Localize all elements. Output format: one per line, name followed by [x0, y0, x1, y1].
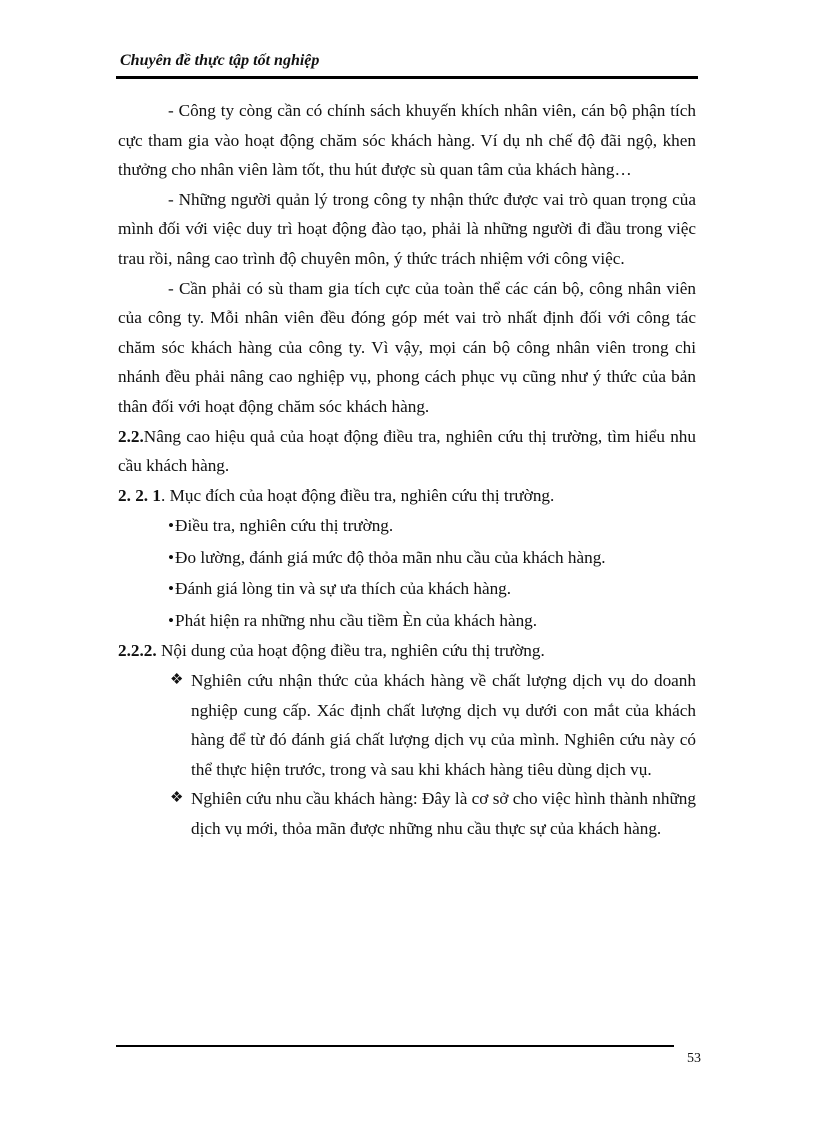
paragraph-managers-role: [118, 185, 696, 274]
header-divider: [116, 76, 698, 79]
dash-marker: -: [168, 189, 174, 209]
section-heading-2-2-2: [118, 636, 696, 666]
section-title: . Mục đích của hoạt động điều tra, nghiên cứu thị trường.: [160, 485, 555, 505]
section-number: 2.2.: [118, 426, 144, 446]
list-item-text: Điều tra, nghiên cứu thị trường.: [175, 516, 394, 536]
section-heading-2-2-1: [118, 481, 696, 511]
section-heading-2-2: [118, 422, 696, 481]
dash-marker: -: [168, 101, 174, 120]
diamond-bullet-icon: ❖: [170, 671, 184, 688]
list-item: [118, 666, 696, 784]
page-number: 53: [687, 1051, 701, 1066]
list-item-text: Nghiên cứu nhận thức của khách hàng về chất lượng dịch vụ do doanh nghiệp cung cấp. Xác định chất lượng dịch vụ dưới con mắt của khách hàng để từ đó đánh giá chất lượng dịch vụ của mình. Nghiên cứu này có thể thực hiện trước, trong và sau khi khách hàng tiêu dùng dịch vụ.: [191, 670, 696, 779]
bullet-icon: •: [168, 579, 175, 599]
page-body: [118, 96, 696, 843]
footer-divider: [116, 1045, 674, 1047]
paragraph-staff-participation: [118, 274, 696, 422]
list-item-text: Nghiên cứu nhu cầu khách hàng: Đây là cơ sở cho việc hình thành những dịch vụ mới, thỏa mãn được những nhu cầu thực sự của khách hàng.: [191, 789, 696, 838]
bullet-icon: •: [168, 516, 175, 536]
bullet-list: [118, 510, 696, 636]
list-item: [168, 542, 696, 574]
paragraph-text: Những người quản lý trong công ty nhận thức được vai trò quan trọng của mình đối với việc duy trì hoạt động đào tạo, phải là những người đi đầu trong việc trau rồi, nâng cao trình độ chuyên môn, ý thức trách nhiệm với công việc.: [118, 189, 696, 268]
paragraph-incentive-policy: [118, 96, 696, 185]
paragraph-text: Cần phải có sù tham gia tích cực của toàn thể các cán bộ, công nhân viên của công ty. Mỗi nhân viên đều đóng góp mét vai trò nhất định đối với công tác chăm sóc khách hàng của công ty. Vì vậy, mọi cán bộ công nhân viên trong chi nhánh đều phải nâng cao nghiệp vụ, phong cách phục vụ cũng như ý thức của bản thân đối với hoạt động chăm sóc khách hàng.: [118, 278, 696, 416]
bullet-icon: •: [168, 610, 175, 630]
section-number: 2. 2. 1: [118, 485, 161, 505]
list-item-text: Đo lường, đánh giá mức độ thỏa mãn nhu cầu của khách hàng.: [175, 547, 606, 567]
list-item: [118, 784, 696, 843]
diamond-bullet-icon: ❖: [170, 790, 184, 807]
dash-marker: -: [168, 278, 174, 298]
list-item: [168, 510, 696, 542]
list-item-text: Đánh giá lòng tin và sự ưa thích của khách hàng.: [175, 579, 512, 599]
bullet-icon: •: [168, 547, 175, 567]
diamond-list: [118, 666, 696, 844]
document-header-title: Chuyên đề thực tập tốt nghiệp: [120, 52, 320, 69]
list-item: [168, 573, 696, 605]
list-item-text: Phát hiện ra những nhu cầu tiềm Èn của khách hàng.: [175, 610, 538, 630]
section-number: 2.2.2.: [118, 641, 157, 661]
list-item: [168, 605, 696, 637]
section-title: Nội dung của hoạt động điều tra, nghiên cứu thị trường.: [156, 641, 545, 661]
paragraph-text: Công ty còng cần có chính sách khuyến khích nhân viên, cán bộ phận tích cực tham gia vào hoạt động chăm sóc khách hàng. Ví dụ nh chế độ đãi ngộ, khen thưởng cho nhân viên làm tốt, thu hút được sù quan tâm của khách hàng…: [118, 101, 696, 180]
section-title: Nâng cao hiệu quả của hoạt động điều tra, nghiên cứu thị trường, tìm hiểu nhu cầu khách hàng.: [118, 426, 696, 476]
